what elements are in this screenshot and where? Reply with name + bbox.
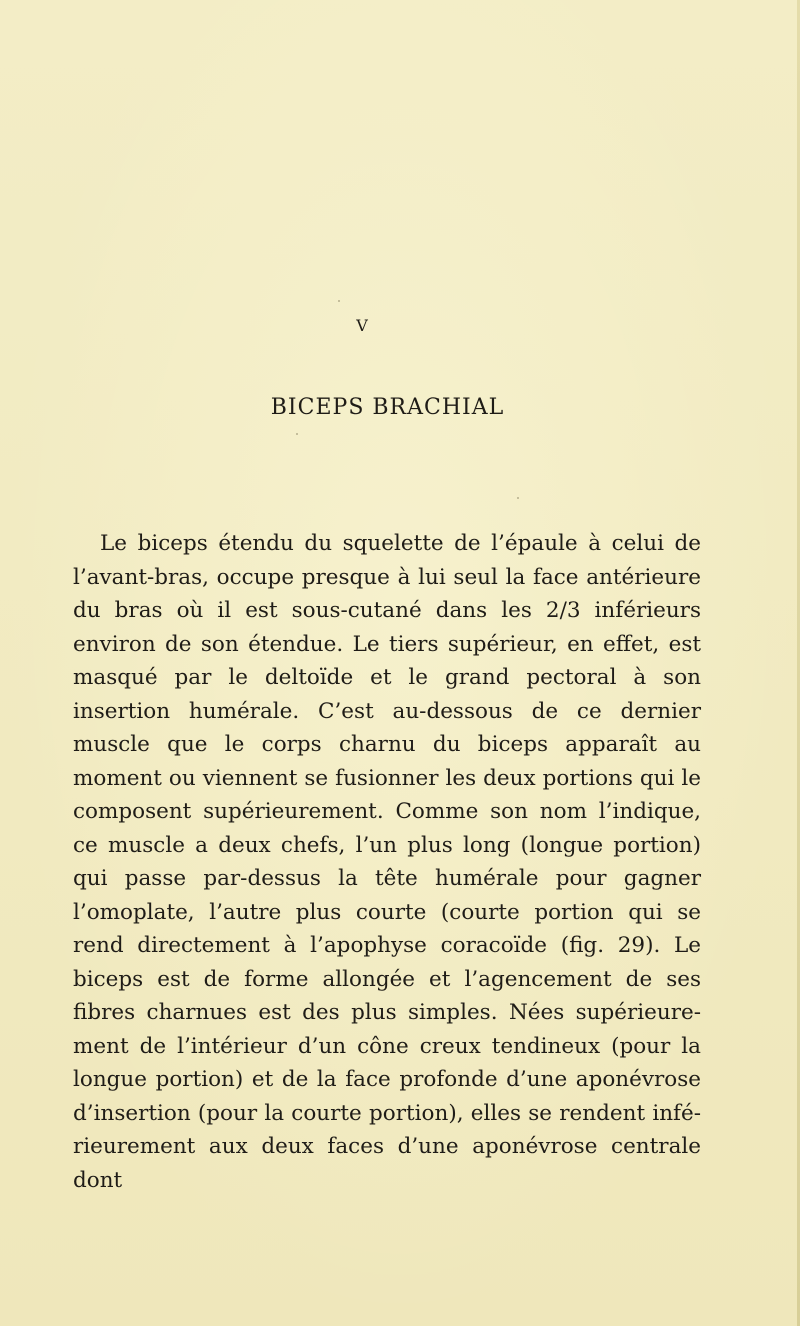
paper-speck: [338, 300, 340, 302]
paper-speck: [296, 433, 298, 435]
chapter-number: V: [356, 316, 369, 335]
paper-speck: [517, 497, 519, 499]
body-paragraph: Le biceps étendu du squelette de l’épaule à celui de l’avant-bras, occupe presque à lui seul la face antérieure du bras où il est sous-cutané dans les 2/3 inférieurs environ de son étendue. Le tiers supérieur, en effet, est masqué par le deltoïde et le grand pectoral à son insertion humérale. C’est au-dessous de ce dernier muscle que le corps charnu du biceps apparaît au moment ou viennent se fusionner les deux portions qui le composent supérieurement. Comme son nom l’indique, ce muscle a deux chefs, l’un plus long (longue portion) qui passe par-dessus la tête humérale pour gagner l’omoplate, l’autre plus courte (courte portion qui se rend directement à l’apophyse coracoïde (fig. 29). Le biceps est de forme allongée et l’agencement de ses fibres charnues est des plus simples. Nées supérieure-ment de l’intérieur d’un cône creux tendineux (pour la longue portion) et de la face profonde d’une aponévrose d’insertion (pour la courte portion), elles se rendent infé-rieurement aux deux faces d’une aponévrose centrale dont: [73, 531, 701, 1193]
chapter-title: BICEPS BRACHIAL: [270, 395, 505, 420]
